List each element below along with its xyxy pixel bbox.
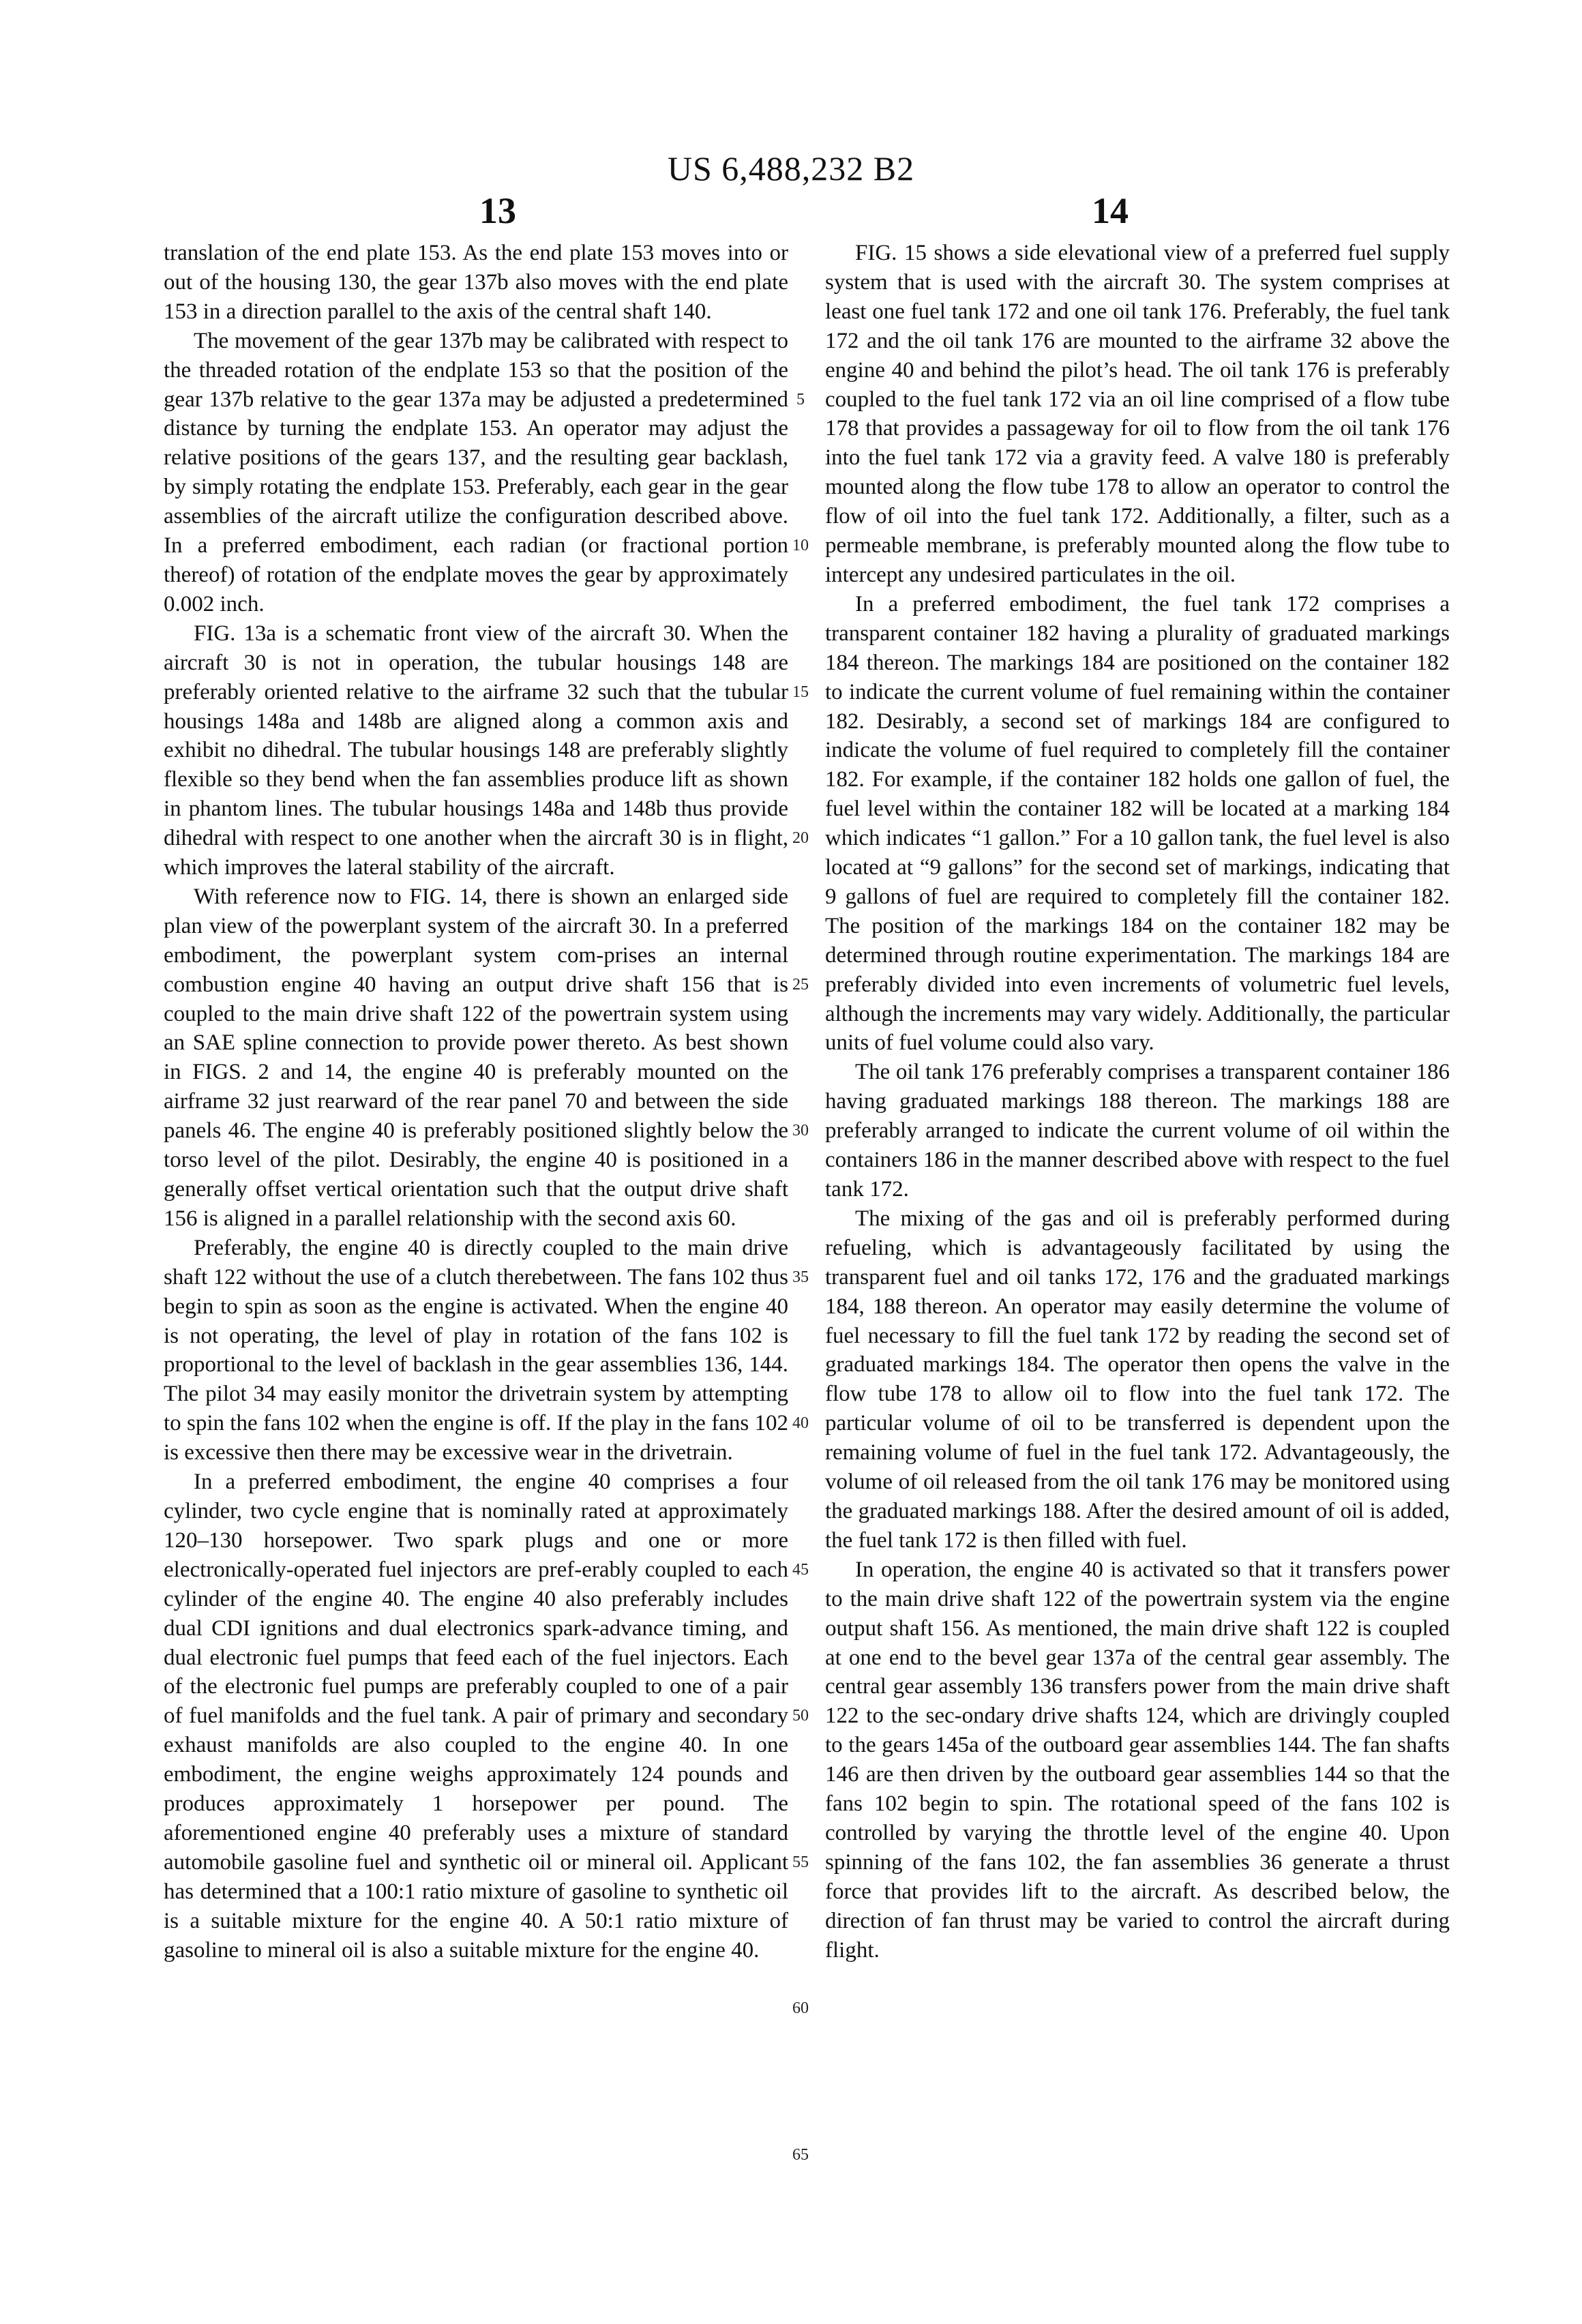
paragraph: Preferably, the engine 40 is directly coupled to the main drive shaft 122 without the use of a clutch therebetween. The fans 102 thus begin to spin as soon as the engine is activated. When the engine 40 is not operating, the level of play in rotation of the fans 102 is proportional to the level of backlash in the gear assemblies 136, 144. The pilot 34 may easily monitor the drivetrain system by attempting to spin the fans 102 when the engine is off. If the play in the fans 102 is excessive then there may be excessive wear in the drivetrain.: [164, 1235, 788, 1465]
paragraph: In a preferred embodiment, the engine 40 comprises a four cylinder, two cycle engine that is nominally rated at approximately 120–130 horsepower. Two spark plugs and one or more electronically-operated fuel injectors are pref-erably coupled to each cylinder of the engine 40. The engine 40 also preferably includes dual CDI ignitions and dual electronics spark-advance timing, and dual electronic fuel pumps that feed each of the fuel injectors. Each of the electronic fuel pumps are preferably coupled to one of a pair of fuel manifolds and the fuel tank. A pair of primary and secondary exhaust manifolds are also coupled to the engine 40. In one embodiment, the engine weighs approximately 124 pounds and produces approximately 1 horsepower per pound. The aforementioned engine 40 preferably uses a mixture of standard automobile gasoline fuel and synthetic oil or mineral oil. Applicant has determined that a 100:1 ratio mixture of gasoline to synthetic oil is a suitable mixture for the engine 40. A 50:1 ratio mixture of gasoline to mineral oil is also a suitable mixture for the engine 40.: [164, 1470, 788, 1963]
line-number: 65: [792, 2145, 809, 2164]
left-text-column: [164, 239, 788, 1965]
paragraph: In a preferred embodiment, the fuel tank 172 comprises a transparent container 182 having a plurality of graduated markings 184 thereon. The markings 184 are positioned on the container 182 to indicate the current volume of fuel remaining within the container 182. Desirably, a second set of markings 184 are configured to indicate the volume of fuel required to completely fill the container 182. For example, if the container 182 holds one gallon of fuel, the fuel level within the container 182 will be located at a marking 184 which indicates “1 gallon.” For a 10 gallon tank, the fuel level is also located at “9 gallons” for the second set of markings, indicating that 9 gallons of fuel are required to completely fill the container 182. The position of the markings 184 on the container 182 may be determined through routine experimentation. The markings 184 are preferably divided into even increments of volumetric fuel levels, although the increments may vary widely. Additionally, the particular units of fuel volume could also vary.: [825, 591, 1450, 1056]
line-number: 30: [792, 1122, 809, 1139]
paragraph: The oil tank 176 preferably comprises a transparent container 186 having graduated markings 188 thereon. The markings 188 are preferably arranged to indicate the current volume of oil within the containers 186 in the manner described above with respect to the fuel tank 172.: [825, 1060, 1450, 1202]
line-number: 50: [792, 1707, 809, 1725]
line-number: 35: [792, 1268, 809, 1286]
paragraph: translation of the end plate 153. As the end plate 153 moves into or out of the housing 130, the gear 137b also moves with the end plate 153 in a direction parallel to the axis of the central shaft 140.: [164, 241, 788, 324]
paragraph: With reference now to FIG. 14, there is shown an enlarged side plan view of the powerplant system of the aircraft 30. In a preferred embodiment, the powerplant system com-prises an internal combustion engine 40 having an output drive shaft 156 that is coupled to the main drive shaft 122 of the powertrain system using an SAE spline connection to provide power thereto. As best shown in FIGS. 2 and 14, the engine 40 is preferably mounted on the airframe 32 just rearward of the rear panel 70 and between the side panels 46. The engine 40 is preferably positioned slightly below the torso level of the pilot. Desirably, the engine 40 is positioned in a generally offset vertical orientation such that the output drive shaft 156 is aligned in a parallel relationship with the second axis 60.: [164, 884, 788, 1231]
right-column-number: 14: [1092, 190, 1129, 231]
line-number: 25: [792, 975, 809, 994]
line-number: 40: [792, 1414, 809, 1432]
paragraph: FIG. 15 shows a side elevational view of a preferred fuel supply system that is used with the aircraft 30. The system comprises at least one fuel tank 172 and one oil tank 176. Preferably, the fuel tank 172 and the oil tank 176 are mounted to the airframe 32 above the engine 40 and behind the pilot’s head. The oil tank 176 is preferably coupled to the fuel tank 172 via an oil line comprised of a flow tube 178 that provides a passageway for oil to flow from the oil tank 176 into the fuel tank 172 via a gravity feed. A valve 180 is preferably mounted along the flow tube 178 to allow an operator to control the flow of oil into the fuel tank 172. Additionally, a filter, such as a permeable membrane, is preferably mounted along the flow tube to intercept any undesired particulates in the oil.: [825, 241, 1450, 587]
patent-number: US 6,488,232 B2: [667, 149, 915, 188]
line-number: 45: [792, 1560, 809, 1579]
line-number: 60: [792, 1999, 809, 2017]
paragraph: FIG. 13a is a schematic front view of the aircraft 30. When the aircraft 30 is not in operation, the tubular housings 148 are preferably oriented relative to the airframe 32 such that the tubular housings 148a and 148b are aligned along a common axis and exhibit no dihedral. The tubular housings 148 are preferably slightly flexible so they bend when the fan assemblies produce lift as shown in phantom lines. The tubular housings 148a and 148b thus provide dihedral with respect to one another when the aircraft 30 is in flight, which improves the lateral stability of the aircraft.: [164, 621, 788, 880]
line-number: 5: [796, 390, 805, 408]
paragraph: In operation, the engine 40 is activated so that it transfers power to the main drive shaft 122 of the powertrain system via the engine output shaft 156. As mentioned, the main drive shaft 122 is coupled at one end to the bevel gear 137a of the central gear assembly. The central gear assembly 136 transfers power from the main drive shaft 122 to the sec-ondary drive shafts 124, which are drivingly coupled to the gears 145a of the outboard gear assemblies 144. The fan shafts 146 are then driven by the outboard gear assemblies 144 so that the fans 102 begin to spin. The rotational speed of the fans 102 is controlled by varying the throttle level of the engine 40. Upon spinning of the fans 102, the fan assemblies 36 generate a thrust force that provides lift to the aircraft. As described below, the direction of fan thrust may be varied to control the aircraft during flight.: [825, 1557, 1450, 1963]
line-number: 55: [792, 1853, 809, 1871]
line-number: 15: [792, 683, 809, 701]
line-number: 10: [792, 537, 809, 554]
right-text-column: [825, 239, 1450, 1965]
left-column-number: 13: [479, 190, 516, 231]
paragraph: The movement of the gear 137b may be calibrated with respect to the threaded rotation of the endplate 153 so that the position of the gear 137b relative to the gear 137a may be adjusted a predetermined distance by turning the endplate 153. An operator may adjust the relative positions of the gears 137, and the resulting gear backlash, by simply rotating the endplate 153. Preferably, each gear in the gear assemblies of the aircraft utilize the configuration described above. In a preferred embodiment, each radian (or fractional portion thereof) of rotation of the endplate moves the gear by approximately 0.002 inch.: [164, 328, 788, 616]
line-number: 20: [792, 829, 809, 847]
paragraph: The mixing of the gas and oil is preferably performed during refueling, which is advantageously facilitated by using the transparent fuel and oil tanks 172, 176 and the graduated markings 184, 188 thereon. An operator may easily determine the volume of fuel necessary to fill the fuel tank 172 by reading the second set of graduated markings 184. The operator then opens the valve in the flow tube 178 to allow oil to flow into the fuel tank 172. The particular volume of oil to be transferred is dependent upon the remaining volume of fuel in the fuel tank 172. Advantageously, the volume of oil released from the oil tank 176 may be monitored using the graduated markings 188. After the desired amount of oil is added, the fuel tank 172 is then filled with fuel.: [825, 1206, 1450, 1553]
